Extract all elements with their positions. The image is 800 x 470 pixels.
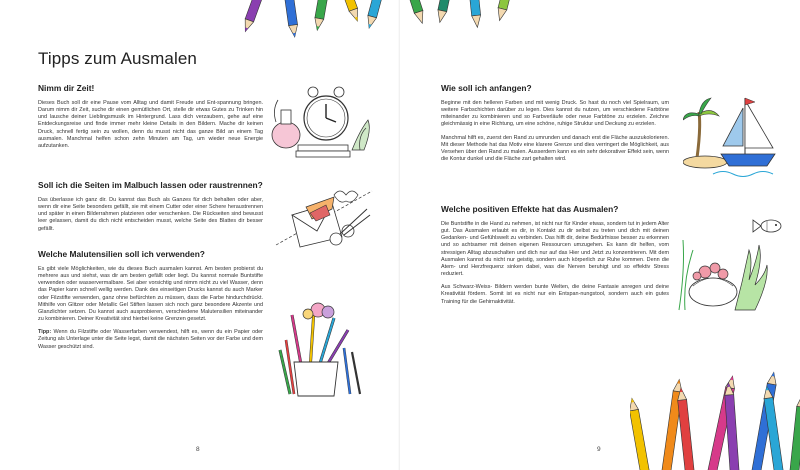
section-seiten-lassen (38, 180, 263, 233)
tip-paragraph (38, 329, 263, 350)
sailboat-island-illustration (683, 88, 788, 183)
top-pencils-left-illustration (140, 0, 390, 55)
section-paragraph: Beginne mit den helleren Farben und mit wenig Druck. So hast du noch viel Spielraum, um weitere Farbschichten darüber zu legen. Dies kannst du nutzen, um verschiedene Farbtöne miteinander zu kombinieren und so Farbverläufe oder neue Farbtöne zu erzielen. Zeichne gleichmässig in eine Richtung, um eine schöne, ruhige Struktur und Deckung zu erzielen. (441, 100, 669, 128)
page-number: 8 (196, 446, 200, 453)
section-heading: Wie soll ich anfangen? (441, 83, 532, 93)
section-paragraph: Es gibt viele Möglichkeiten, wie du dieses Buch ausmalen kannst. Am besten probierst du mehrere aus und siehst, was dir am besten gefällt oder liegt. Du kannst normale Buntstifte verwenden oder wasservermalbare. Sei aber vorsichtig und nimm nicht zu viel Wasser, denn das Papier kann schnell wellig werden. Dank des einseitigen Drucks kannst du auch Marker oder Filzstifte verwenden, ganz ohne befürchten zu müssen, dass die Farbe hindurchdrückt. Mithilfe von Glitzer oder Metallic Gel Stiften lassen sich noch ganz besondere Akzente und Glanzlichter setzen. Du kannst auch ausprobieren, verschiedene Malutensilien miteinander zu kombinieren. Deiner Kreativität sind hierbei keine Grenzen gesetzt. (38, 266, 263, 323)
tip-label: Tipp: (38, 329, 52, 336)
section-paragraph: Die Buntstifte in die Hand zu nehmen, ist nicht nur für Kinder etwas, sondern tut in jedem Alter gut. Das Ausmalen erlaubt es dir, in Kontakt zu dir selbst zu treten und dich mit deinen Gedanken- und Gefühlswelt zu verbinden. Das hilft dir, deine Bedürfnisse besser zu erkennen und so achtsamer mit deinen eigenen Ressourcen umzugehen. Es kann dir helfen, vom stressigen Alltag abzuschalten und dich nur auf das Hier und Jetzt zu konzentrieren. Mit dem Ausmalen kannst du nicht nur geistig, sondern auch körperlich zur Ruhe kommen. Denn die Atem- und Herzfrequenz sinken dabei, was die Nerven beruhigt und so effektiv Stress reduziert. (441, 221, 669, 278)
section-heading: Soll ich die Seiten im Malbuch lassen oder raustrennen? (38, 180, 263, 190)
section-paragraph: Dieses Buch soll dir eine Pause vom Alltag und damit Freude und Ent-spannung bringen. Darum nimm dir Zeit, suche dir einen gemütlichen Ort, stelle dir etwas Gutes zu Trinken hin und lausche deiner Lieblingsmusik im Hintergrund. Lass dich verzaubern, gehe auf eine Entdeckungsreise und finde immer mehr kleine Details in den Bildern. Mache dir keinen Druck, schnell fertig sein zu wollen, denn du musst nicht das ganze Bild an einem Tag ausmalen. Manchmal helfen schon zehn Minuten am Tag, um wieder neue Energie aufzutanken. (38, 100, 263, 149)
section-paragraph: Manchmal hilft es, zuerst den Rand zu umrunden und danach erst die Fläche auszukolorieren. Mit dieser Methode hat das Motiv eine klarere Grenze und dies verringert die Möglichkeit, aus Versehen über den Rand zu malen. Ausserdem kann es ein sehr dekorativer Effekt sein, wenn die Kontur dunkel und die Fläche zart gehalten wird. (441, 134, 669, 163)
section-nimm-dir-zeit (38, 83, 263, 150)
bottom-pencils-illustration (630, 355, 800, 470)
coral-fish-illustration (675, 210, 790, 320)
section-heading: Welche Malutensilien soll ich verwenden? (38, 249, 205, 259)
section-heading: Welche positiven Effekte hat das Ausmalen? (441, 204, 619, 214)
page-number: 9 (597, 446, 601, 453)
pencil-cup-illustration (272, 300, 367, 400)
tip-text: Wenn du Filzstifte oder Wasserfarben verwendest, hilft es, wenn du ein Papier oder Zeitung als Unterlage unter die Seite legst, damit die nächsten Seiten vor der Farbe und dem Wasser geschützt sind. (38, 329, 263, 350)
section-paragraph: Das überlasse ich ganz dir. Du kannst das Buch als Ganzes für dich behalten oder aber, wenn dir eine Seite besonders gefällt, sie mit einem Cutter oder einer Schere heraustrennen und später in einen Bilderrahmen platzieren oder verschenken. Die Rückseiten sind bewusst leer gelassen, damit du dich nicht entscheiden musst, welche Seite des Blattes dir besser gefällt. (38, 197, 263, 232)
section-malutensilien (38, 249, 263, 351)
top-pencils-right-illustration (400, 0, 530, 45)
section-wie-anfangen (441, 83, 669, 163)
section-paragraph: Aus Schwarz-Weiss- Bildern werden bunte Welten, die deine Fantasie anregen und deine Kreativität fördern. Somit ist es nicht nur ein Entspan-nungstool, sondern auch ein gutes Training für die Gehirnaktivität. (441, 284, 669, 305)
section-heading: Nimm dir Zeit! (38, 83, 95, 93)
right-page (400, 0, 800, 470)
page-title: Tipps zum Ausmalen (38, 49, 197, 68)
section-positive-effekte (441, 204, 669, 306)
clock-illustration (268, 80, 378, 165)
envelope-scissors-illustration (272, 185, 377, 255)
